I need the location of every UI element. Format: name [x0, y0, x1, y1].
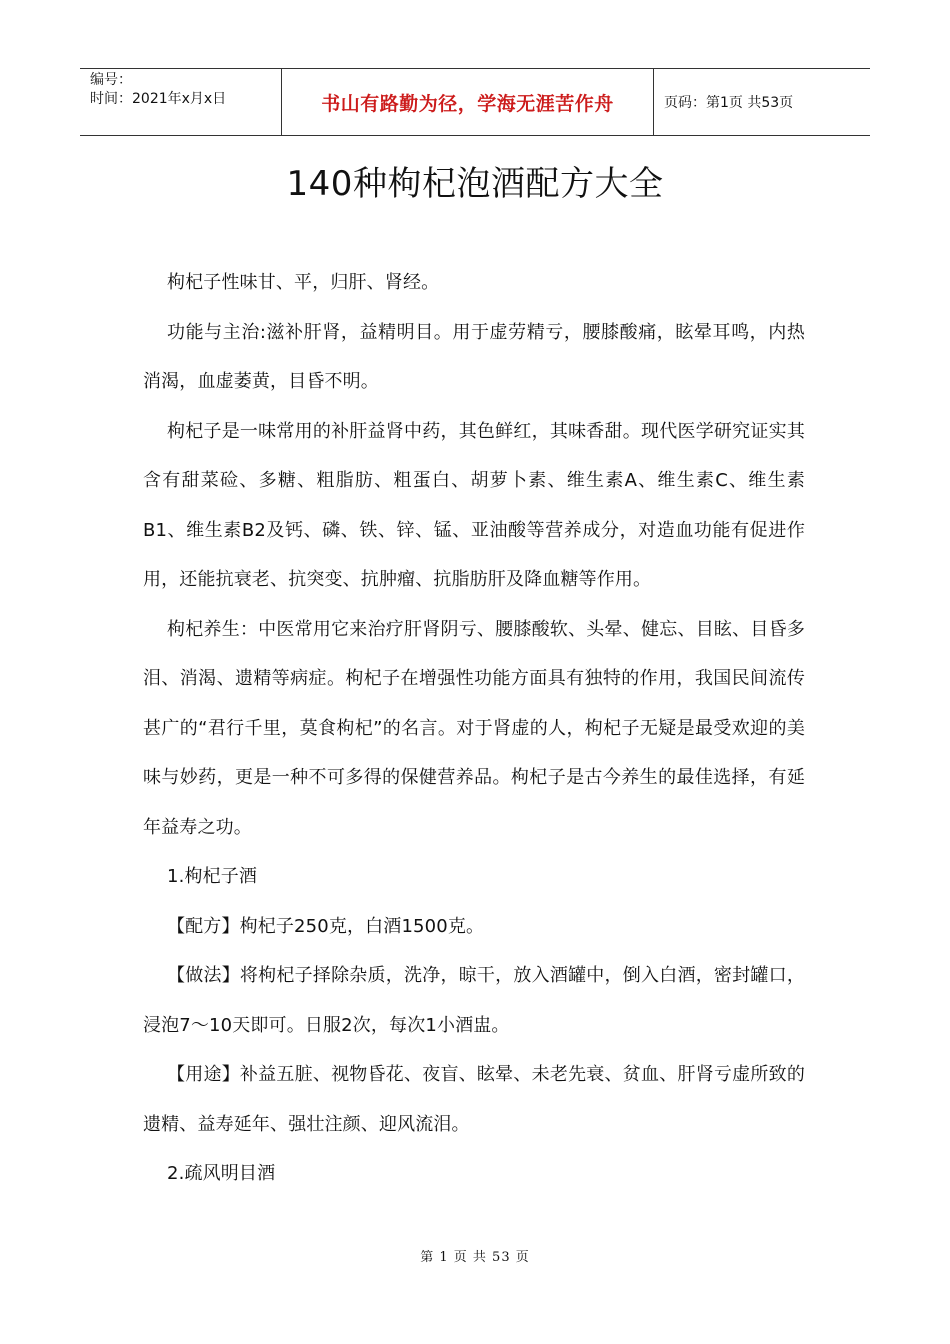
- paragraph-research: 枸杞子是一味常用的补肝益肾中药，其色鲜红，其味香甜。现代医学研究证实其含有甜菜硷、多糖、粗脂肪、粗蛋白、胡萝卜素、维生素A、维生素C、维生素B1、维生素B2及钙、磷、铁、锌、锰、亚油酸等营养成分，对造血功能有促进作用，还能抗衰老、抗突变、抗肿瘤、抗脂肪肝及降血糖等作用。: [143, 420, 805, 590]
- header-motto-cell: [281, 69, 654, 135]
- document-number-label: 编号：: [90, 72, 132, 88]
- header-motto: 书山有路勤为径，学海无涯苦作舟: [321, 92, 614, 115]
- document-title: 140种枸杞泡酒配方大全: [286, 164, 664, 204]
- header-page-code: 页码：第1页 共53页: [664, 95, 794, 111]
- document-date: 时间：2021年x月x日: [90, 91, 227, 107]
- recipe-method: 【做法】将枸杞子择除杂质，洗净，晾干，放入酒罐中，倒入白酒，密封罐口，浸泡7～10天即可。日服2次，每次1小酒盅。: [143, 965, 805, 1036]
- page-footer: 第 1 页 共 53 页: [420, 1250, 530, 1265]
- recipe-formula: 【配方】枸杞子250克，白酒1500克。: [167, 915, 485, 937]
- paragraph-function: 功能与主治:滋补肝肾，益精明目。用于虚劳精亏，腰膝酸痛，眩晕耳鸣，内热消渴，血虚萎黄，目昏不明。: [143, 321, 805, 392]
- document-body: [143, 258, 805, 1199]
- header-page-cell: [654, 69, 870, 135]
- recipe-heading: 1.枸杞子酒: [167, 866, 258, 887]
- recipe-usage: 【用途】补益五脏、视物昏花、夜盲、眩晕、未老先衰、贫血、肝肾亏虚所致的遗精、益寿延年、强壮注颜、迎风流泪。: [143, 1064, 805, 1135]
- paragraph-health: 枸杞养生：中医常用它来治疗肝肾阴亏、腰膝酸软、头晕、健忘、目眩、目昏多泪、消渴、遗精等病症。枸杞子在增强性功能方面具有独特的作用，我国民间流传甚广的“君行千里，莫食枸杞”的名言。对于肾虚的人，枸杞子无疑是最受欢迎的美味与妙药，更是一种不可多得的保健营养品。枸杞子是古今养生的最佳选择，有延年益寿之功。: [143, 618, 805, 838]
- recipe-heading: 2.疏风明目酒: [167, 1163, 276, 1184]
- paragraph-nature: 枸杞子性味甘、平，归肝、肾经。: [167, 272, 440, 293]
- document-header: [80, 68, 870, 136]
- header-info-cell: [80, 69, 281, 135]
